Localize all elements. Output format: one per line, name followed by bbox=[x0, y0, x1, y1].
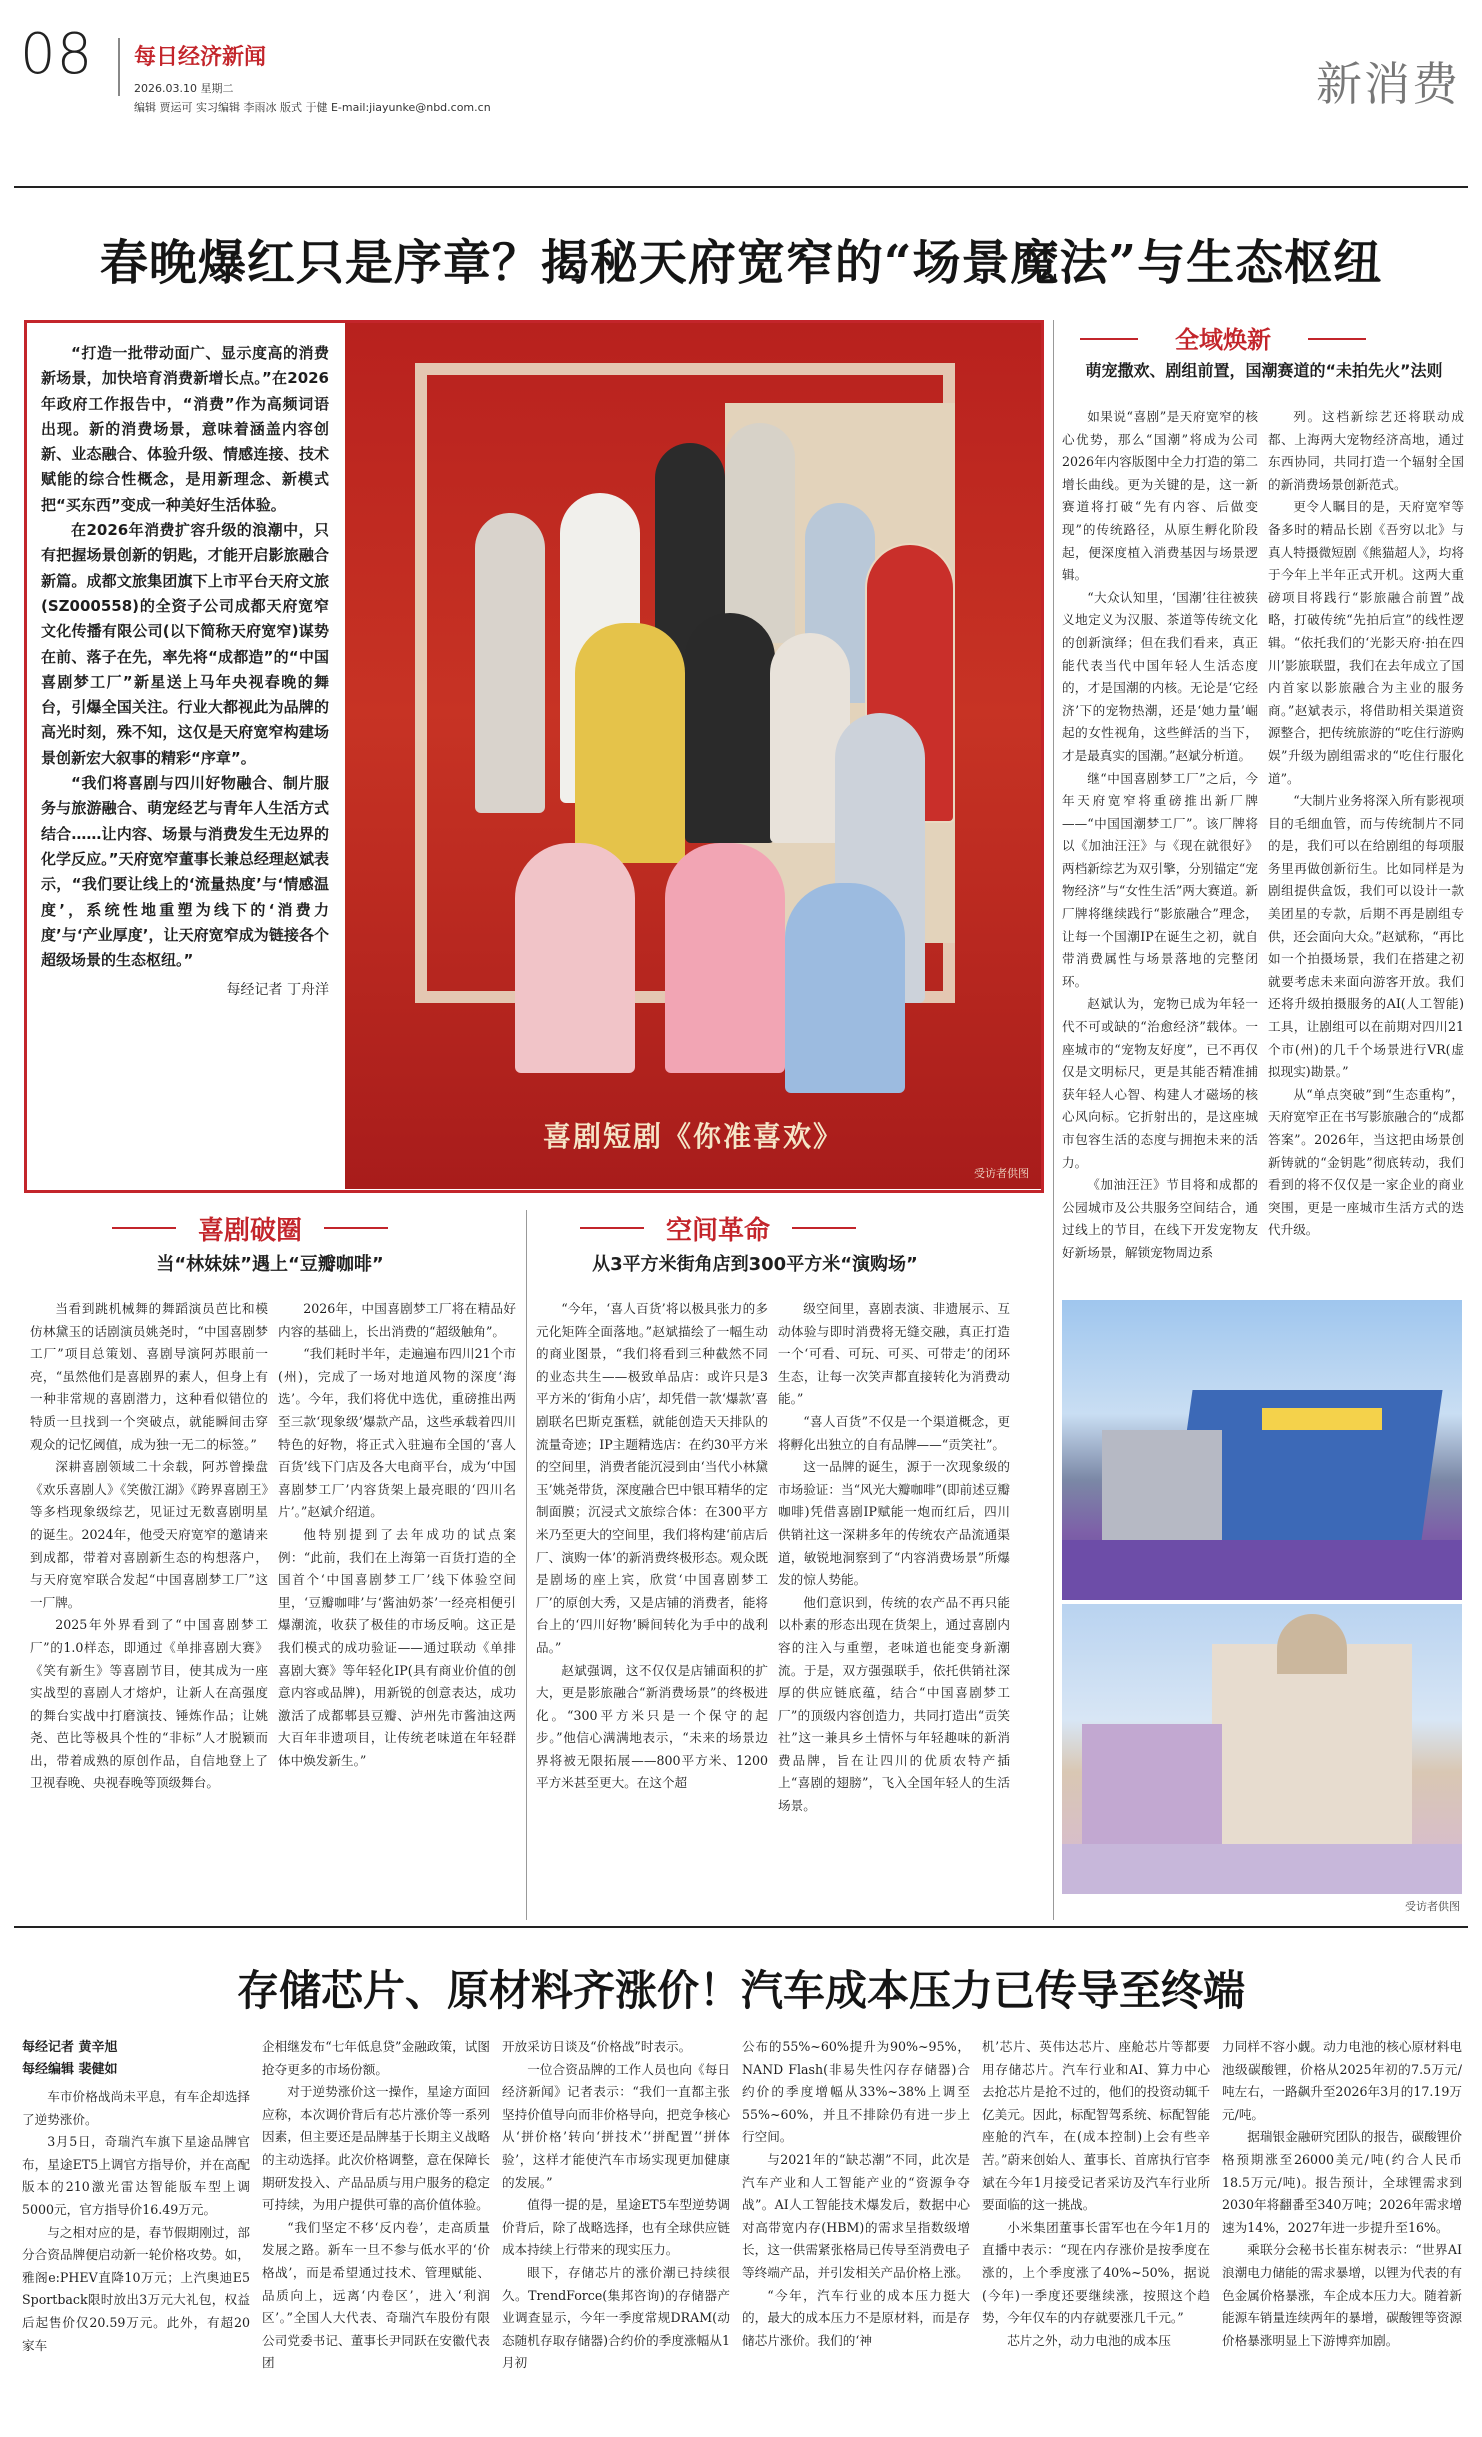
paragraph: 一位合资品牌的工作人员也向《每日经济新闻》记者表示：“我们一直都主张坚持价值导向而非价格导向，把竞争核心从‘拼价格’转向‘拼技术’‘拼配置’‘拼体验’，这样才能使汽车市场实现更加健康的发展。” bbox=[502, 2061, 730, 2190]
paragraph: 更令人瞩目的是，天府宽窄等备多时的精品长剧《吾穷以北》与真人特摄微短剧《熊猫超人》，均将于今年上半年正式开机。这两大重磅项目将践行“影旅融合前置”战略，打破传统“先拍后宣”的线性逻辑。“依托我们的‘光影天府·拍在四川’影旅联盟，我们在去年成立了国内首家以影旅融合为主业的服务商。”赵斌表示，将借助相关渠道资源整合，把传统旅游的“吃住行游购娱”升级为剧组需求的“吃住行服化道”。 bbox=[1268, 499, 1464, 786]
section-name: 新消费 bbox=[1316, 57, 1460, 111]
lead-paragraph: “打造一批带动面广、显示度高的消费新场景，加快培育消费新增长点。”在2026年政府工作报告中，“消费”作为高频词语出现。新的消费场景，意味着涵盖内容创新、业态融合、体验升级、情感连接、技术赋能的综合性概念，是用新理念、新模式把“买东西”变成一种美好生活体验。 bbox=[41, 344, 329, 514]
paragraph: 车市价格战尚未平息，有车企却选择了逆势涨价。 bbox=[22, 2089, 250, 2127]
paragraph: 级空间里，喜剧表演、非遗展示、互动体验与即时消费将无缝交融，真正打造一个‘可看、可玩、可买、可带走’的闭环生态，让每一次笑声都直接转化为消费动能。” bbox=[778, 1301, 1010, 1407]
paragraph: 芯片之外，动力电池的成本压 bbox=[1007, 2332, 1171, 2348]
article2-column-2 bbox=[262, 2036, 490, 2431]
paragraph: 如果说“喜剧”是天府宽窄的核心优势，那么“国潮”将成为公司2026年内容版图中全力打造的第二增长曲线。更为关键的是，这一新赛道将打破“先有内容、后做变现”的传统路径，从原生孵化阶段起，便深度植入消费基因与场景逻辑。 bbox=[1062, 409, 1258, 583]
paragraph: 开放采访日谈及“价格战”时表示。 bbox=[502, 2039, 692, 2054]
paragraph: 3月5日，奇瑞汽车旗下星途品牌官布，星途ET5上调官方指导价，并在高配版本的210激光雷达智能版车型上调5000元，官方指导价16.49万元。 bbox=[22, 2134, 250, 2217]
paragraph: 赵斌强调，这不仅仅是店铺面积的扩大，更是影旅融合“新消费场景”的终极进化。“300平方米只是一个保守的起步。”他信心满满地表示，“未来的场景边界将被无限拓展——800平方米、1200平方米甚至更大。在这个超 bbox=[536, 1662, 768, 1791]
paragraph: 小米集团董事长雷军也在今年1月的直播中表示：“现在内存涨价是按季度在涨的，上个季度涨了40%~50%，据说(今年)一季度还要继续涨，按照这个趋势，今年仅车的内存就要涨几千元。” bbox=[982, 2219, 1210, 2326]
lead-box bbox=[24, 320, 1044, 1193]
photo-title: 喜剧短剧《你准喜欢》 bbox=[542, 1120, 843, 1153]
cast-member bbox=[785, 883, 905, 1093]
lead-paragraph: 在2026年消费扩容升级的浪潮中，只有把握场景创新的钥匙，才能开启影旅融合新篇。成都文旅集团旗下上市平台天府文旅(SZ000558)的全资子公司成都天府宽窄文化传播有限公司(以下简称天府宽窄)谋势在前、落子在先，率先将“成都造”的“中国喜剧梦工厂”新星送上马年央视春晚的舞台，引爆全国关注。行业大都视此为品牌的高光时刻，殊不知，这仅是天府宽窄构建场景创新宏大叙事的精彩“序章”。 bbox=[41, 521, 329, 767]
building-dome bbox=[1277, 1614, 1347, 1674]
paragraph: 他们意识到，传统的农产品不再只能以朴素的形态出现在货架上，通过喜剧内容的注入与重塑，老味道也能变身新潮流。于是，双方强强联手，依托供销社深厚的供应链底蕴，结合“中国喜剧梦工厂”的顶级内容创造力，共同打造出“贡笑社”这一兼具乡土情怀与年轻趣味的新消费品牌，旨在让四川的优质农特产插上“喜剧的翅膀”，飞入全国年轻人的生活场景。 bbox=[778, 1594, 1010, 1814]
article2-column-4 bbox=[742, 2036, 970, 2431]
lead-text bbox=[41, 341, 329, 1161]
paragraph: “我们耗时半年，走遍遍布四川21个市(州)，完成了一场对地道风物的深度‘海选’。今年，我们将优中选优，重磅推出两至三款‘现象级’爆款产品，这些承载着四川特色的好物，将正式入驻遍布全国的‘喜人百货’线下门店及各大电商平台，成为‘中国喜剧梦工厂’内容货架上最亮眼的‘四川名片’。”赵斌介绍道。 bbox=[278, 1346, 516, 1520]
masthead-rule bbox=[14, 186, 1468, 188]
sec2-subtitle: 从3平方米街角店到300平方米“演购场” bbox=[592, 1254, 918, 1275]
building-block bbox=[1082, 1724, 1222, 1844]
paragraph: 乘联分会秘书长崔东树表示：“世界AI浪潮电力储能的需求暴增，以锂为代表的有色金属价格暴涨，车企成本压力大。随着新能源车销量连续两年的暴增，碳酸锂等资源价格暴涨明显上下游博弈加剧。 bbox=[1222, 2242, 1462, 2348]
paragraph: 眼下，存储芯片的涨价潮已持续很久。TrendForce(集邦咨询)的存储器产业调查显示，今年一季度常规DRAM(动态随机存取存储器)合约价的季度涨幅从1月初 bbox=[502, 2264, 730, 2371]
lead-paragraph: “我们将喜剧与四川好物融合、制片服务与旅游融合、萌宠经艺与青年人生活方式结合……让内容、场景与消费发生无边界的化学反应。”天府宽窄董事长兼总经理赵斌表示，“我们要让线上的‘流量热度’与‘情感温度’，系统性地重塑为线下的‘消费力度’与‘产业厚度’，让天府宽窄成为链接各个超级场景的生态枢纽。” bbox=[41, 774, 329, 970]
paragraph: “今年，‘喜人百货’将以极具张力的多元化矩阵全面落地。”赵斌描绘了一幅生动的商业图景，“我们将看到三种截然不同的业态共生——极致单品店：或许只是3平方米的‘街角小店’，却凭借一款‘爆款’喜剧联名巴斯克蛋糕，就能创造天天排队的流量奇迹；IP主题精选店：在约30平方米的空间里，消费者能沉浸到由‘当代小林黛玉’姚尧带货，深度融合巴中银耳精华的定制面膜；沉浸式文旅综合体：在300平方米乃至更大的空间里，我们将构建‘前店后厂、演购一体’的新消费终极形态。观众既是剧场的座上宾，欣赏‘中国喜剧梦工厂’的原创大秀，又是店铺的消费者，能将台上的‘四川好物’瞬间转化为手中的战利品。” bbox=[536, 1301, 768, 1655]
article-divider bbox=[14, 1926, 1468, 1928]
article1-column-3 bbox=[536, 1298, 768, 1918]
sec3-rule-right bbox=[1308, 338, 1366, 340]
article1-column-4 bbox=[778, 1298, 1010, 1918]
newspaper-name: 每日经济新闻 bbox=[134, 45, 267, 70]
paragraph: 力同样不容小觑。动力电池的核心原材料电池级碳酸锂，价格从2025年初的7.5万元/吨左右，一路飙升至2026年3月的17.19万元/吨。 bbox=[1222, 2039, 1462, 2122]
sec2-rule-left bbox=[580, 1227, 644, 1229]
sec1-subtitle: 当“林妹妹”遇上“豆瓣咖啡” bbox=[156, 1254, 384, 1275]
article2-column-5 bbox=[982, 2036, 1210, 2431]
drama-cast-photo bbox=[345, 323, 1041, 1189]
paragraph: 当看到跳机械舞的舞蹈演员芭比和模仿林黛玉的话剧演员姚尧时，“中国喜剧梦工厂”项目总策划、喜剧导演阿苏眼前一亮，“虽然他们是喜剧界的素人，但身上有一种非常规的喜剧潜力，这种看似错位的特质一旦找到一个突破点，就能瞬间击穿观众的记忆阈值，成为独一无二的标签。” bbox=[30, 1301, 268, 1452]
paragraph: 2026年，中国喜剧梦工厂将在精品好内容的基础上，长出消费的“超级触角”。 bbox=[278, 1301, 516, 1339]
paragraph: 2025年外界看到了“中国喜剧梦工厂”的1.0样态，即通过《单排喜剧大赛》《笑有新生》等喜剧节目，使其成为一座实战型的喜剧人才熔炉，让新人在高强度的舞台实战中打磨演技、锤炼作品；让姚尧、芭比等极具个性的“非标”人才脱颖而出，带着成熟的原创作品，自信地登上了卫视春晚、央视春晚等顶级舞台。 bbox=[30, 1617, 268, 1791]
cast-member bbox=[665, 843, 785, 1073]
paragraph: 从“单点突破”到“生态重构”，天府宽窄正在书写影旅融合的“成都答案”。2026年，当这把由场景创新铸就的“金钥匙”彻底转动，我们看到的将不仅仅是一家企业的商业突围，更是一座城市生活方式的迭代升级。 bbox=[1268, 1086, 1464, 1238]
article1-column-2 bbox=[278, 1298, 516, 1918]
paragraph: 这一品牌的诞生，源于一次现象级的市场验证：当“风光大瓣咖啡”(即前述豆瓣咖啡)凭借喜剧IP赋能一炮而红后，四川供销社这一深耕多年的传统农产品流通渠道，敏锐地洞察到了“内容消费场景”所爆发的惊人势能。 bbox=[778, 1459, 1010, 1588]
paragraph: “喜人百货”不仅是一个渠道概念，更将孵化出独立的自有品牌——“贡笑社”。 bbox=[778, 1413, 1010, 1452]
paragraph: 深耕喜剧领域二十余载，阿苏曾操盘《欢乐喜剧人》《笑傲江湖》《跨界喜剧王》等多档现象级综艺，见证过无数喜剧明星的诞生。2024年，他受天府宽窄的邀请来到成都，带着对喜剧新生态的构想落户，与天府宽窄联合发起“中国喜剧梦工厂”这一厂牌。 bbox=[30, 1459, 268, 1610]
paragraph: 赵斌认为，宠物已成为年轻一代不可或缺的“治愈经济”载体。一座城市的“宠物友好度”，已不再仅仅是文明标尺，更是其能否精准捕获年轻人心智、构建人才磁场的核心风向标。它折射出的，是这座城市包容生活的态度与拥抱未来的活力。 bbox=[1062, 996, 1258, 1170]
plaza-floor bbox=[1062, 1844, 1462, 1894]
paragraph: “大众认知里，‘国潮’往往被狭义地定义为汉服、茶道等传统文化的创新演绎；但在我们看来，真正能代表当代中国年轻人生活态度的，才是国潮的内核。无论是‘它经济’下的宠物热潮，还是‘她力量’崛起的女性视角，这些鲜活的当下，才是最真实的国潮。”赵斌分析道。 bbox=[1062, 589, 1258, 763]
mall-building-photo bbox=[1062, 1604, 1462, 1894]
page-credits: 编辑 贾运可 实习编辑 李雨冰 版式 于健 E-mail:jiayunke@nbd.com.cn bbox=[134, 101, 491, 114]
page-number: 08 bbox=[20, 22, 94, 87]
paragraph: 对于逆势涨价这一操作，星途方面回应称，本次调价背后有芯片涨价等一系列因素，但主要还是品牌基于长期主义战略的主动选择。此次价格调整，意在保障长期研发投入、产品品质与用户服务的稳定可持续，为用户提供可靠的高价值体验。 bbox=[262, 2084, 490, 2213]
article1-byline: 每经记者 丁舟洋 bbox=[226, 982, 329, 999]
article2-column-1 bbox=[22, 2086, 250, 2431]
cast-member bbox=[575, 623, 685, 863]
column-divider bbox=[1053, 320, 1054, 1920]
article2-headline: 存储芯片、原材料齐涨价！汽车成本压力已传导至终端 bbox=[236, 1966, 1245, 2015]
paragraph: 与之相对应的是，春节假期刚过，部分合资品牌便启动新一轮价格攻势。如，雅阁e:PHEV直降10万元；上汽奥迪E5 Sportback限时放出3万元大礼包，权益后起售价仅20.59万元。此外，有超20家车 bbox=[22, 2224, 250, 2353]
sec3-subtitle: 萌宠撒欢、剧组前置，国潮赛道的“未拍先火”法则 bbox=[1085, 361, 1443, 380]
paragraph: “今年，汽车行业的成本压力挺大的，最大的成本压力不是原材料，而是存储芯片涨价。我们的‘神 bbox=[742, 2287, 970, 2348]
sec1-rule-right bbox=[324, 1227, 388, 1229]
paragraph: 列。这档新综艺还将联动成都、上海两大宠物经济高地，通过东西协同，共同打造一个辐射全国的新消费场景创新范式。 bbox=[1268, 409, 1464, 492]
plaza-floor bbox=[1062, 1540, 1462, 1600]
paragraph: 据瑞银金融研究团队的报告，碳酸锂价格预期涨至26000美元/吨(约合人民币18.5万元/吨)。报告预计，全球锂需求到2030年将翻番至340万吨；2026年需求增速为14%，2027年进一步提升至16%。 bbox=[1222, 2129, 1462, 2235]
paragraph: 他特别提到了去年成功的试点案例：“此前，我们在上海第一百货打造的全国首个‘中国喜剧梦工厂’线下体验空间里，‘豆瓣咖啡’与‘酱油奶茶’一经亮相便引爆潮流，收获了极佳的市场反响。这正是我们模式的成功验证——通过联动《单排喜剧大赛》等年轻化IP(具有商业价值的创意内容或品牌)，用新锐的创意表达，成功激活了成都郫县豆瓣、泸州先市酱油这两大百年非遗项目，让传统老味道在年轻群体中焕发新生。” bbox=[278, 1526, 516, 1768]
cast-member bbox=[475, 513, 545, 813]
article2-column-3 bbox=[502, 2036, 730, 2431]
building-sign bbox=[1262, 1408, 1382, 1430]
sec1-title: 喜剧破圈 bbox=[197, 1216, 302, 1246]
photo-credit: 受访者供图 bbox=[1405, 1900, 1460, 1913]
cast-member bbox=[685, 613, 775, 843]
paragraph: 公布的55%~60%提升为90%~95%，NAND Flash(非易失性闪存存储器)合约价的季度增幅从33%~38%上调至55%~60%，并且不排除仍有进一步上行空间。 bbox=[742, 2039, 970, 2145]
paragraph: 继“中国喜剧梦工厂”之后，今年天府宽窄将重磅推出新厂牌——“中国国潮梦工厂”。该厂牌将以《加油汪汪》与《现在就很好》两档新综艺为双引擎，分别锚定“宠物经济”与“女性生活”两大赛道。新厂牌将继续践行“影旅融合”理念，让每一个国潮IP在诞生之初，就自带消费属性与场景落地的完整闭环。 bbox=[1062, 770, 1258, 989]
sec1-rule-left bbox=[112, 1227, 176, 1229]
article1-column-5 bbox=[1062, 406, 1258, 1288]
paragraph: 《加油汪汪》节目将和成都的公园城市及公共服务空间结合，通过线上的节目，在线下开发宠物友好新场景，解锁宠物周边系 bbox=[1062, 1177, 1258, 1260]
column-divider bbox=[526, 1210, 527, 1920]
comedy-venue-photo bbox=[1062, 1300, 1462, 1600]
article1-column-1 bbox=[30, 1298, 268, 1918]
paragraph: 值得一提的是，星途ET5车型逆势调价背后，除了战略选择，也有全球供应链成本持续上行带来的现实压力。 bbox=[502, 2197, 730, 2258]
sec3-title: 全域焕新 bbox=[1175, 326, 1271, 354]
issue-date: 2026.03.10 星期二 bbox=[134, 82, 234, 95]
article2-column-6 bbox=[1222, 2036, 1462, 2431]
masthead-divider bbox=[118, 38, 120, 96]
article2-editor: 每经编辑 裴健如 bbox=[22, 2062, 118, 2077]
cast-member bbox=[725, 423, 795, 643]
photo-credit: 受访者供图 bbox=[974, 1167, 1029, 1180]
paragraph: 与2021年的“缺芯潮”不同，此次是汽车产业和人工智能产业的“资源争夺战”。AI人工智能技术爆发后，数据中心对高带宽内存(HBM)的需求呈指数级增长，这一供需紧张格局已传导至消费电子等终端产品，并引发相关产品价格上涨。 bbox=[742, 2151, 970, 2280]
building-block bbox=[1102, 1430, 1222, 1540]
cast-member bbox=[515, 843, 635, 1073]
paragraph: “大制片业务将深入所有影视项目的毛细血管，而与传统制片不同的是，我们可以在给剧组的每项服务里再做创新衍生。比如同样是为剧组提供盒饭，我们可以设计一款美团星的专款，后期不再是剧组专供，还会面向大众。”赵斌称，“再比如一个拍摄场景，我们在搭建之初就要考虑未来面向游客开放。我们还将升级拍摄服务的AI(人工智能)工具，让剧组可以在前期对四川21个市(州)的几千个场景进行VR(虚拟现实)勘景。” bbox=[1268, 793, 1464, 1080]
paragraph: 机’芯片、英伟达芯片、座舱芯片等都要用存储芯片。汽车行业和AI、算力中心去抢芯片是抢不过的，他们的投资动辄千亿美元。因此，标配智驾系统、标配智能座舱的汽车，在(成本控制)上会有些辛苦。”蔚来创始人、董事长、首席执行官李斌在今年1月接受记者采访及汽车行业所要面临的这一挑战。 bbox=[982, 2039, 1210, 2213]
building-block bbox=[1212, 1644, 1412, 1844]
article1-headline: 春晚爆红只是序章？揭秘天府宽窄的“场景魔法”与生态枢纽 bbox=[99, 235, 1383, 291]
paragraph: “我们坚定不移‘反内卷’，走高质量发展之路。新车一旦不参与低水平的‘价格战’，而是希望通过技术、管理赋能、品质向上，远离‘内卷区’，进入‘利润区’。”全国人大代表、奇瑞汽车股份有限公司党委书记、董事长尹同跃在安徽代表团 bbox=[262, 2219, 490, 2371]
paragraph: 企相继发布“七年低息贷”金融政策，试图抢夺更多的市场份额。 bbox=[262, 2039, 490, 2077]
article1-column-6 bbox=[1268, 406, 1464, 1288]
sec2-rule-right bbox=[792, 1227, 856, 1229]
article2-byline: 每经记者 黄辛旭 bbox=[22, 2040, 118, 2055]
sec3-rule-left bbox=[1080, 338, 1138, 340]
sec2-title: 空间革命 bbox=[665, 1216, 770, 1246]
